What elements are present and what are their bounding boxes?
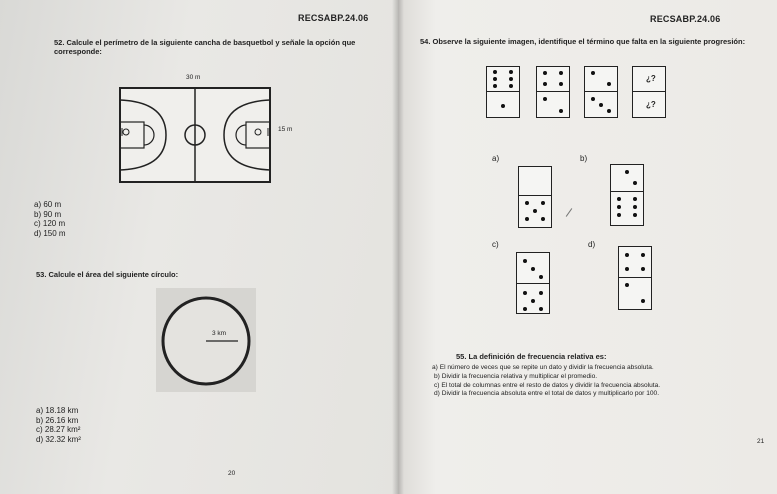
question-52-title: 52. Calcule el perímetro de la siguiente cancha de basquetbol y señale la opción que corresponde:	[54, 38, 356, 56]
missing-bottom-question-mark: ¿?	[646, 100, 656, 109]
left-page-header: RECSABP.24.06	[298, 13, 369, 23]
sequence-domino-1	[486, 66, 520, 118]
question-52-options	[34, 200, 66, 238]
option-52-a[interactable]: a) 60 m	[34, 200, 62, 209]
option-54-a-label: a)	[492, 154, 500, 163]
option-55-c[interactable]: c) El total de columnas entre el resto de datos y dividir la frecuencia absoluta.	[434, 381, 661, 389]
option-52-d[interactable]: d) 150 m	[34, 228, 66, 238]
question-54-title: 54. Observe la siguiente imagen, identifique el término que falta en la siguiente progresión:	[420, 37, 746, 46]
court-height-label: 15 m	[278, 126, 293, 133]
option-53-d[interactable]: d) 32.32 km²	[36, 434, 81, 444]
option-54-b-domino[interactable]	[610, 164, 644, 226]
option-55-d[interactable]: d) Dividir la frecuencia absoluta entre el total de datos y multiplicarlo por 100.	[434, 390, 660, 398]
option-52-c[interactable]: c) 120 m	[34, 219, 66, 229]
basketball-court-diagram	[118, 86, 272, 184]
option-53-b[interactable]: b) 26.16 km	[36, 415, 79, 425]
left-page-number: 20	[228, 470, 236, 477]
sequence-domino-2	[536, 66, 570, 118]
option-55-a[interactable]: a) El número de veces que se repite un dato y dividir la frecuencia absoluta.	[432, 364, 654, 371]
question-53-title: 53. Calcule el área del siguiente círculo:	[36, 270, 179, 279]
option-54-d-domino[interactable]	[618, 246, 652, 310]
option-52-b[interactable]: b) 90 m	[34, 209, 62, 219]
option-54-d-label: d)	[588, 240, 596, 249]
right-page-header: RECSABP.24.06	[650, 14, 721, 24]
sequence-domino-3	[584, 66, 618, 118]
pencil-mark	[566, 208, 573, 217]
right-page-number: 21	[757, 438, 765, 445]
question-55-title: 55. La definición de frecuencia relativa es:	[456, 352, 607, 361]
option-55-b[interactable]: b) Dividir la frecuencia relativa y multiplicar el promedio.	[434, 372, 598, 380]
circle-figure	[156, 288, 256, 392]
option-53-c[interactable]: c) 28.27 km²	[36, 425, 81, 435]
option-54-c-label: c)	[492, 240, 499, 249]
missing-top-question-mark: ¿?	[646, 74, 656, 83]
court-width-label: 30 m	[186, 74, 201, 81]
option-54-c-domino[interactable]	[516, 252, 550, 314]
option-54-b-label: b)	[580, 154, 588, 163]
option-53-a[interactable]: a) 18.18 km	[36, 406, 79, 415]
circle-radius-label: 3 km	[212, 330, 227, 337]
right-page	[398, 0, 777, 494]
option-54-a-domino[interactable]	[518, 166, 552, 228]
book-spine-fold	[392, 0, 404, 494]
question-53-options	[36, 406, 81, 444]
question-55-options	[432, 364, 767, 399]
